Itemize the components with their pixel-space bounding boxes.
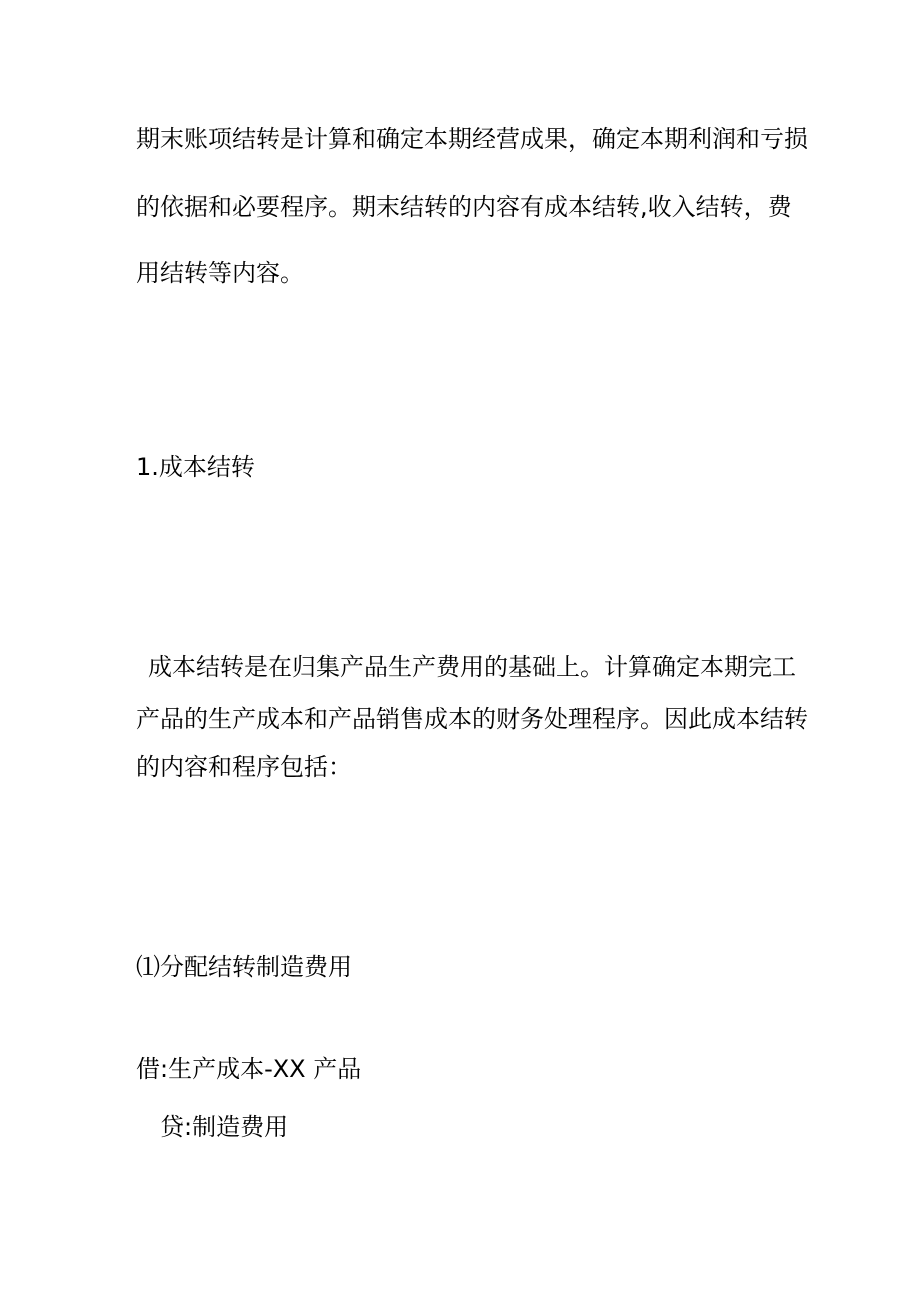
intro-line-2: 的依据和必要程序。期末结转的内容有成本结转,收入结转，费 [136, 193, 792, 221]
section1-paragraph-line-1: 成本结转是在归集产品生产费用的基础上。计算确定本期完工 [148, 653, 796, 681]
section1-paragraph-line-2: 产品的生产成本和产品销售成本的财务处理程序。因此成本结转 [136, 705, 808, 733]
section-heading-cost-transfer: 1.成本结转 [136, 453, 255, 481]
journal-credit-entry: 贷:制造费用 [160, 1113, 289, 1141]
journal-debit-entry: 借:生产成本-XX 产品 [136, 1055, 362, 1083]
section1-paragraph-line-3: 的内容和程序包括： [136, 753, 352, 781]
item1-heading: ⑴分配结转制造费用 [136, 953, 352, 981]
intro-line-1: 期末账项结转是计算和确定本期经营成果，确定本期利润和亏损 [136, 125, 808, 153]
intro-line-3: 用结转等内容。 [136, 259, 304, 287]
